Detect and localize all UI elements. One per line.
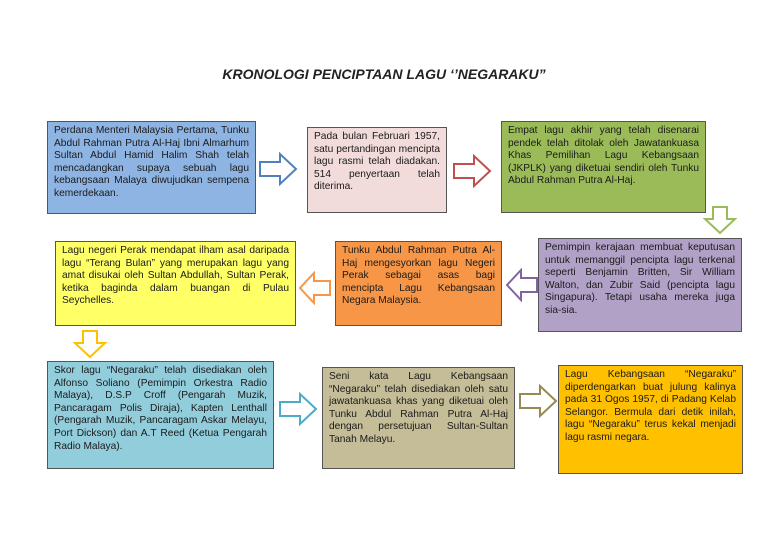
step-3-box: Empat lagu akhir yang telah disenarai pendek telah ditolak oleh Jawatankuasa Khas Pemilihan Lagu Kebangsaan (JKPLK) yang diketuai sendiri oleh Tunku Abdul Rahman Putra Al-Haj.	[501, 121, 706, 213]
step-6-box: Lagu negeri Perak mendapat ilham asal daripada lagu “Terang Bulan” yang merupakan lagu yang amat disukai oleh Sultan Abdullah, Sultan Perak, ketika baginda dalam buangan di Pulau Seychelles.	[55, 241, 296, 326]
step-2-box: Pada bulan Februari 1957, satu pertandingan mencipta lagu rasmi telah diadakan. 514 penyertaan telah diterima.	[307, 127, 447, 213]
arrow-right-icon	[258, 152, 298, 186]
step-8-box: Seni kata Lagu Kebangsaan “Negaraku” telah disediakan oleh satu jawatankuasa khas yang diketuai oleh Tunku Abdul Rahman Putra Al-Haj dengan persetujuan Sultan-Sultan Tanah Melayu.	[322, 367, 515, 469]
arrow-left-icon	[298, 271, 332, 305]
arrow-right-icon	[278, 392, 318, 426]
arrow-down-icon	[703, 205, 737, 235]
arrow-down-icon	[73, 329, 107, 359]
arrow-right-icon	[452, 154, 492, 188]
step-4-box: Pemimpin kerajaan membuat keputusan untuk memanggil pencipta lagu terkenal seperti Benjamin Britten, Sir William Walton, dan Zubir Said (pencipta lagu Singapura). Tetapi usaha mereka juga sia-sia.	[538, 238, 742, 332]
arrow-left-icon	[505, 268, 539, 302]
arrow-right-icon	[518, 384, 558, 418]
step-7-box: Skor lagu “Negaraku” telah disediakan oleh Alfonso Soliano (Pemimpin Orkestra Radio Malaya), D.S.P Croff (Pengarah Muzik, Pancaragam Polis Diraja), Kapten Lenthall (Pengarah Muzik, Pancaragam Askar Melayu, Port Dickson) dan A.T Reed (Ketua Pengarah Radio Malaya).	[47, 361, 274, 469]
step-9-box: Lagu Kebangsaan “Negaraku” diperdengarkan buat julung kalinya pada 31 Ogos 1957, di Padang Kelab Selangor. Bermula dari detik inilah, lagu “Negaraku” terus kekal menjadi lagu rasmi negara.	[558, 365, 743, 474]
diagram-title: KRONOLOGI PENCIPTAAN LAGU ‘’NEGARAKU”	[222, 66, 546, 82]
step-1-box: Perdana Menteri Malaysia Pertama, Tunku Abdul Rahman Putra Al-Haj Ibni Almarhum Sultan Abdul Hamid Halim Shah telah mencadangkan supaya sebuah lagu kebangsaan Malaya diwujudkan sempena kemerdekaan.	[47, 121, 256, 214]
step-5-box: Tunku Abdul Rahman Putra Al-Haj mengesyorkan lagu Negeri Perak sebagai asas bagi mencipta Lagu Kebangsaan Negara Malaysia.	[335, 241, 502, 326]
